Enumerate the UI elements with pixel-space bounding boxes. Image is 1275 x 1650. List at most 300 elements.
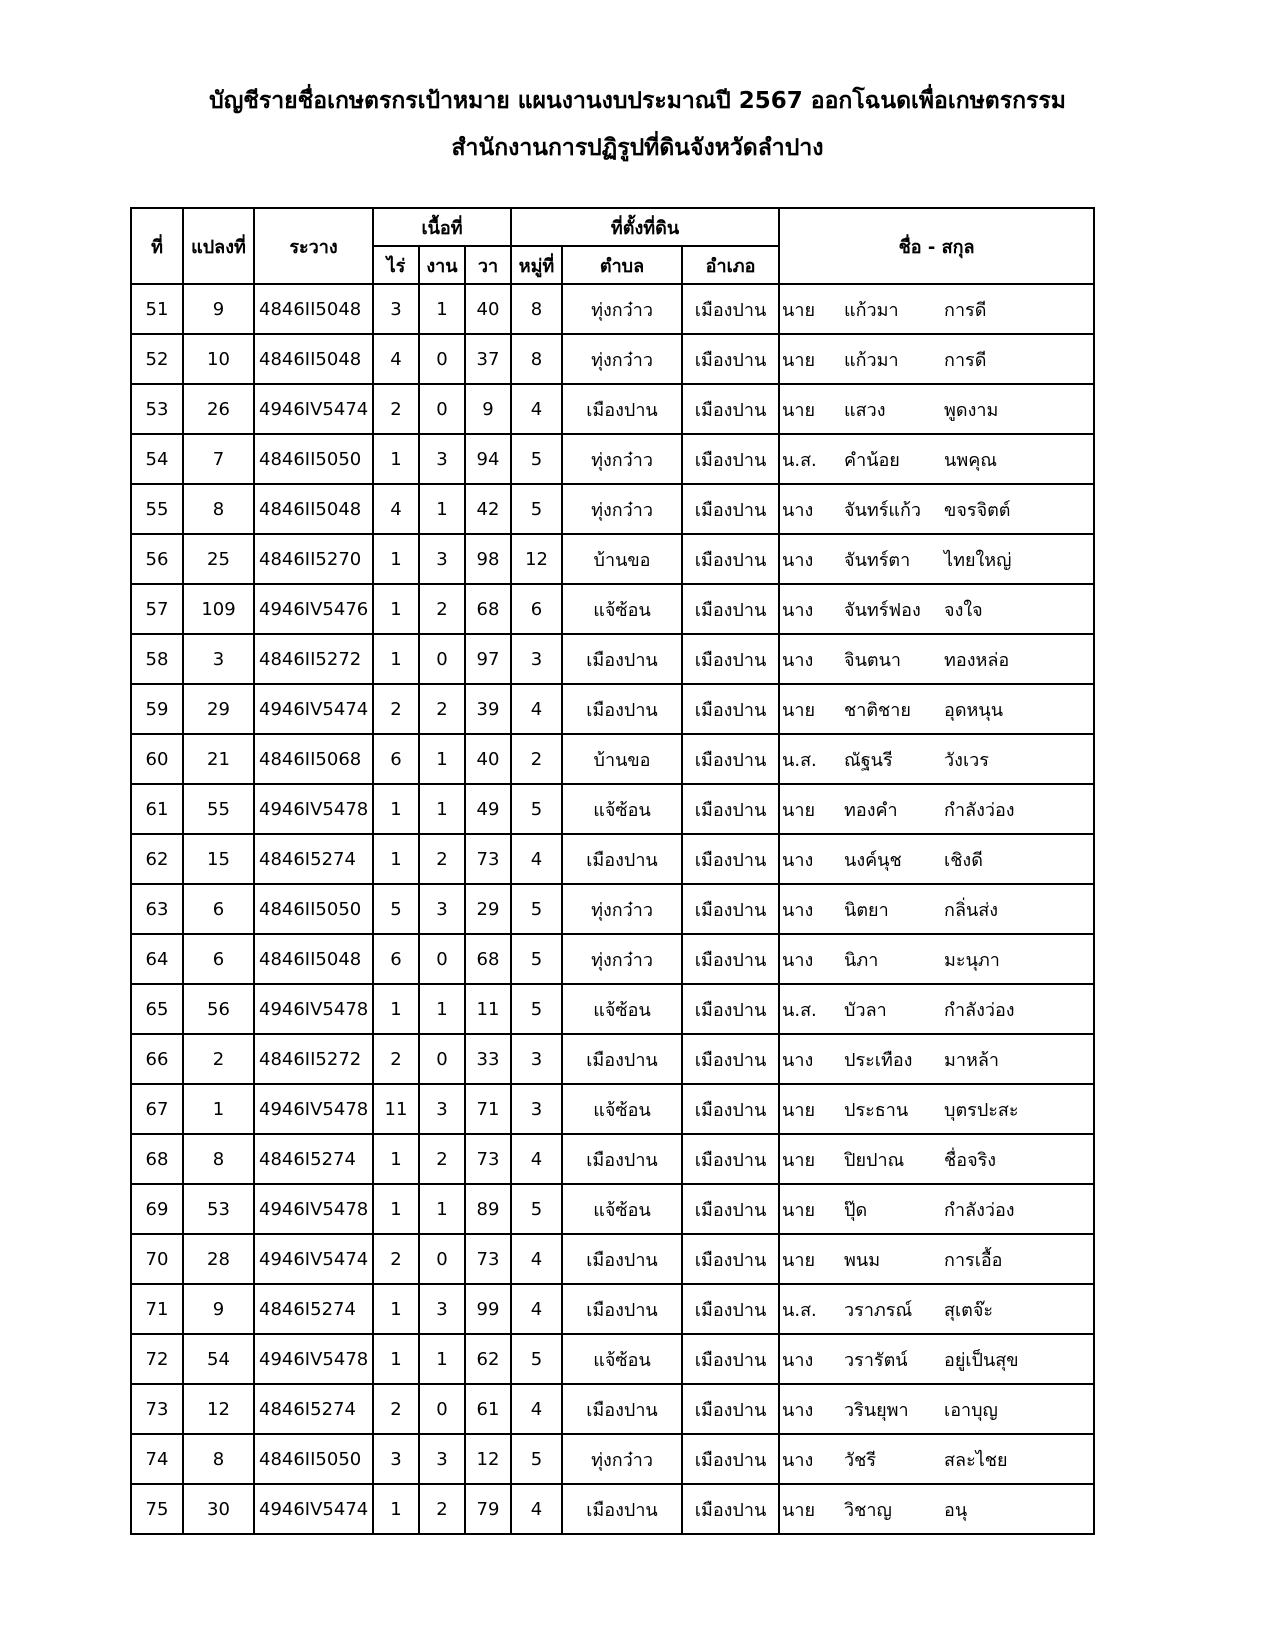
- cell-ngan: 0: [419, 634, 465, 684]
- cell-plot: 2: [183, 1034, 254, 1084]
- table-row: [131, 1234, 1094, 1284]
- table-row: [131, 1284, 1094, 1334]
- cell-sheet: 4946IV5478: [254, 1334, 373, 1384]
- cell-no: 67: [131, 1084, 183, 1134]
- cell-rai: 1: [373, 1484, 419, 1534]
- cell-moo: 12: [511, 534, 562, 584]
- first-name: บัวลา: [844, 999, 887, 1021]
- cell-sheet: 4846I5274: [254, 1284, 373, 1334]
- cell-no: 57: [131, 584, 183, 634]
- header-name: ชื่อ - สกุล: [779, 208, 1094, 284]
- cell-name: [779, 384, 1094, 434]
- header-tambon: ตำบล: [562, 246, 682, 284]
- table-row: [131, 284, 1094, 334]
- cell-amphoe: เมืองปาน: [682, 1484, 779, 1534]
- table-header: [131, 208, 1094, 284]
- first-name: วราภรณ์: [844, 1299, 913, 1321]
- cell-sheet: 4946IV5474: [254, 384, 373, 434]
- farmer-table: [130, 207, 1095, 1535]
- cell-tambon: แจ้ซ้อน: [562, 1184, 682, 1234]
- cell-amphoe: เมืองปาน: [682, 784, 779, 834]
- name-prefix: น.ส.: [782, 449, 817, 471]
- cell-name: [779, 1334, 1094, 1384]
- first-name: แก้วมา: [844, 349, 899, 371]
- cell-ngan: 0: [419, 1234, 465, 1284]
- cell-wa: 37: [465, 334, 511, 384]
- cell-plot: 15: [183, 834, 254, 884]
- cell-sheet: 4946IV5474: [254, 1234, 373, 1284]
- cell-name: [779, 834, 1094, 884]
- cell-name: [779, 634, 1094, 684]
- cell-wa: 73: [465, 1134, 511, 1184]
- first-name: จันทร์ตา: [844, 549, 911, 571]
- cell-ngan: 0: [419, 934, 465, 984]
- cell-moo: 3: [511, 1034, 562, 1084]
- name-prefix: นาง: [782, 649, 814, 671]
- cell-wa: 49: [465, 784, 511, 834]
- cell-moo: 2: [511, 734, 562, 784]
- cell-name: [779, 1434, 1094, 1484]
- cell-amphoe: เมืองปาน: [682, 684, 779, 734]
- first-name: ณัฐนรี: [844, 749, 893, 771]
- cell-tambon: เมืองปาน: [562, 1384, 682, 1434]
- name-prefix: นาย: [782, 1249, 816, 1271]
- cell-name: [779, 284, 1094, 334]
- cell-rai: 3: [373, 1434, 419, 1484]
- name-prefix: นาง: [782, 599, 814, 621]
- cell-sheet: 4846II5048: [254, 934, 373, 984]
- last-name: นพคุณ: [944, 449, 997, 471]
- last-name: ขจรจิตต์: [944, 499, 1011, 521]
- cell-ngan: 1: [419, 984, 465, 1034]
- cell-no: 52: [131, 334, 183, 384]
- cell-no: 53: [131, 384, 183, 434]
- cell-name: [779, 934, 1094, 984]
- table-row: [131, 1034, 1094, 1084]
- cell-tambon: เมืองปาน: [562, 384, 682, 434]
- cell-tambon: แจ้ซ้อน: [562, 784, 682, 834]
- cell-ngan: 2: [419, 1134, 465, 1184]
- first-name: คำน้อย: [844, 449, 900, 471]
- cell-plot: 12: [183, 1384, 254, 1434]
- cell-rai: 1: [373, 1184, 419, 1234]
- cell-plot: 6: [183, 884, 254, 934]
- name-prefix: นาย: [782, 1499, 816, 1521]
- first-name: นงค์นุช: [844, 849, 902, 871]
- cell-amphoe: เมืองปาน: [682, 1034, 779, 1084]
- cell-amphoe: เมืองปาน: [682, 284, 779, 334]
- cell-tambon: ทุ่งกว๋าว: [562, 334, 682, 384]
- name-prefix: นาง: [782, 849, 814, 871]
- cell-moo: 8: [511, 334, 562, 384]
- cell-wa: 73: [465, 1234, 511, 1284]
- cell-rai: 6: [373, 934, 419, 984]
- header-rai: ไร่: [373, 246, 419, 284]
- header-amphoe: อำเภอ: [682, 246, 779, 284]
- cell-amphoe: เมืองปาน: [682, 584, 779, 634]
- cell-plot: 8: [183, 1434, 254, 1484]
- cell-no: 70: [131, 1234, 183, 1284]
- first-name: พนม: [844, 1249, 881, 1271]
- cell-moo: 6: [511, 584, 562, 634]
- table-row: [131, 1434, 1094, 1484]
- cell-amphoe: เมืองปาน: [682, 334, 779, 384]
- last-name: อนุ: [944, 1499, 968, 1521]
- cell-sheet: 4946IV5474: [254, 1484, 373, 1534]
- cell-rai: 6: [373, 734, 419, 784]
- first-name: ประธาน: [844, 1099, 909, 1121]
- page-title: บัญชีรายชื่อเกษตรกรเป้าหมาย แผนงานงบประมาณปี 2567 ออกโฉนดเพื่อเกษตรกรรม: [209, 88, 1066, 114]
- cell-amphoe: เมืองปาน: [682, 984, 779, 1034]
- first-name: จันทร์ฟอง: [844, 599, 921, 621]
- cell-amphoe: เมืองปาน: [682, 734, 779, 784]
- cell-ngan: 3: [419, 534, 465, 584]
- cell-rai: 1: [373, 984, 419, 1034]
- last-name: กำลังว่อง: [944, 999, 1015, 1021]
- header-plot: แปลงที่: [183, 208, 254, 284]
- cell-no: 58: [131, 634, 183, 684]
- cell-ngan: 0: [419, 1384, 465, 1434]
- cell-moo: 4: [511, 384, 562, 434]
- cell-plot: 8: [183, 484, 254, 534]
- table-row: [131, 984, 1094, 1034]
- table-row: [131, 534, 1094, 584]
- cell-moo: 5: [511, 884, 562, 934]
- last-name: เอาบุญ: [944, 1399, 998, 1421]
- cell-ngan: 1: [419, 484, 465, 534]
- cell-tambon: ทุ่งกว๋าว: [562, 284, 682, 334]
- last-name: สละไชย: [944, 1449, 1008, 1471]
- cell-moo: 5: [511, 484, 562, 534]
- cell-sheet: 4846II5050: [254, 884, 373, 934]
- last-name: การเอื้อ: [944, 1249, 1003, 1271]
- cell-no: 51: [131, 284, 183, 334]
- cell-plot: 55: [183, 784, 254, 834]
- cell-ngan: 1: [419, 1334, 465, 1384]
- cell-plot: 8: [183, 1134, 254, 1184]
- cell-moo: 5: [511, 434, 562, 484]
- cell-no: 60: [131, 734, 183, 784]
- table-row: [131, 684, 1094, 734]
- cell-amphoe: เมืองปาน: [682, 434, 779, 484]
- cell-wa: 39: [465, 684, 511, 734]
- cell-sheet: 4946IV5478: [254, 1184, 373, 1234]
- cell-no: 75: [131, 1484, 183, 1534]
- cell-wa: 94: [465, 434, 511, 484]
- cell-rai: 1: [373, 1134, 419, 1184]
- cell-sheet: 4846I5274: [254, 1384, 373, 1434]
- cell-tambon: แจ้ซ้อน: [562, 584, 682, 634]
- cell-amphoe: เมืองปาน: [682, 1334, 779, 1384]
- cell-rai: 1: [373, 534, 419, 584]
- name-prefix: นาง: [782, 1349, 814, 1371]
- cell-moo: 4: [511, 1284, 562, 1334]
- cell-sheet: 4846II5050: [254, 434, 373, 484]
- cell-name: [779, 534, 1094, 584]
- cell-sheet: 4946IV5476: [254, 584, 373, 634]
- cell-sheet: 4946IV5478: [254, 784, 373, 834]
- cell-name: [779, 1284, 1094, 1334]
- last-name: จงใจ: [944, 599, 983, 621]
- cell-plot: 56: [183, 984, 254, 1034]
- first-name: แก้วมา: [844, 299, 899, 321]
- cell-tambon: เมืองปาน: [562, 1234, 682, 1284]
- cell-rai: 2: [373, 1384, 419, 1434]
- last-name: กำลังว่อง: [944, 799, 1015, 821]
- cell-moo: 4: [511, 1234, 562, 1284]
- page-subtitle: สำนักงานการปฏิรูปที่ดินจังหวัดลำปาง: [451, 135, 824, 161]
- cell-amphoe: เมืองปาน: [682, 934, 779, 984]
- cell-wa: 89: [465, 1184, 511, 1234]
- first-name: ปิยปาณ: [844, 1149, 905, 1171]
- cell-tambon: แจ้ซ้อน: [562, 1334, 682, 1384]
- cell-no: 69: [131, 1184, 183, 1234]
- cell-tambon: บ้านขอ: [562, 534, 682, 584]
- cell-no: 64: [131, 934, 183, 984]
- table-row: [131, 1184, 1094, 1234]
- cell-moo: 4: [511, 1484, 562, 1534]
- cell-name: [779, 334, 1094, 384]
- cell-sheet: 4846II5068: [254, 734, 373, 784]
- cell-tambon: เมืองปาน: [562, 684, 682, 734]
- cell-ngan: 3: [419, 434, 465, 484]
- cell-sheet: 4846II5050: [254, 1434, 373, 1484]
- first-name: ทองคำ: [844, 799, 898, 821]
- cell-amphoe: เมืองปาน: [682, 1184, 779, 1234]
- cell-name: [779, 1134, 1094, 1184]
- table-row: [131, 334, 1094, 384]
- cell-rai: 2: [373, 1034, 419, 1084]
- name-prefix: นาง: [782, 1399, 814, 1421]
- cell-ngan: 3: [419, 884, 465, 934]
- cell-wa: 68: [465, 584, 511, 634]
- cell-sheet: 4946IV5478: [254, 1084, 373, 1134]
- cell-rai: 11: [373, 1084, 419, 1134]
- cell-wa: 11: [465, 984, 511, 1034]
- cell-rai: 2: [373, 684, 419, 734]
- cell-rai: 4: [373, 334, 419, 384]
- cell-plot: 3: [183, 634, 254, 684]
- cell-name: [779, 1234, 1094, 1284]
- cell-ngan: 2: [419, 1484, 465, 1534]
- cell-moo: 4: [511, 1134, 562, 1184]
- last-name: มะนุภา: [944, 949, 1000, 971]
- cell-rai: 1: [373, 1334, 419, 1384]
- last-name: วังเวร: [944, 749, 989, 771]
- cell-moo: 5: [511, 1184, 562, 1234]
- table-row: [131, 584, 1094, 634]
- cell-ngan: 0: [419, 384, 465, 434]
- cell-wa: 97: [465, 634, 511, 684]
- name-prefix: นาง: [782, 549, 814, 571]
- cell-sheet: 4846II5270: [254, 534, 373, 584]
- cell-wa: 40: [465, 284, 511, 334]
- cell-moo: 3: [511, 1084, 562, 1134]
- cell-amphoe: เมืองปาน: [682, 1234, 779, 1284]
- table-row: [131, 834, 1094, 884]
- cell-ngan: 0: [419, 1034, 465, 1084]
- last-name: ทองหล่อ: [944, 649, 1010, 671]
- first-name: ปุ๊ด: [844, 1199, 868, 1221]
- cell-tambon: ทุ่งกว๋าว: [562, 934, 682, 984]
- cell-name: [779, 1484, 1094, 1534]
- cell-plot: 1: [183, 1084, 254, 1134]
- cell-no: 73: [131, 1384, 183, 1434]
- cell-ngan: 3: [419, 1084, 465, 1134]
- header-location: ที่ตั้งที่ดิน: [511, 208, 779, 246]
- cell-name: [779, 434, 1094, 484]
- last-name: เชิงดี: [944, 849, 983, 871]
- cell-rai: 1: [373, 584, 419, 634]
- name-prefix: นาย: [782, 299, 816, 321]
- first-name: ประเทือง: [844, 1049, 913, 1071]
- first-name: นิภา: [844, 949, 879, 971]
- last-name: สุเตจ๊ะ: [944, 1299, 994, 1321]
- name-prefix: นาย: [782, 699, 816, 721]
- cell-no: 62: [131, 834, 183, 884]
- first-name: วรินยุพา: [844, 1399, 909, 1421]
- cell-sheet: 4846II5272: [254, 1034, 373, 1084]
- cell-ngan: 3: [419, 1434, 465, 1484]
- cell-sheet: 4846II5048: [254, 334, 373, 384]
- cell-sheet: 4946IV5478: [254, 984, 373, 1034]
- last-name: การดี: [944, 299, 987, 321]
- header-no: ที่: [131, 208, 183, 284]
- cell-ngan: 3: [419, 1284, 465, 1334]
- table-row: [131, 1334, 1094, 1384]
- cell-plot: 6: [183, 934, 254, 984]
- table-row: [131, 1084, 1094, 1134]
- cell-moo: 5: [511, 934, 562, 984]
- cell-name: [779, 1084, 1094, 1134]
- last-name: กลิ่นส่ง: [944, 899, 999, 921]
- cell-rai: 1: [373, 784, 419, 834]
- cell-tambon: บ้านขอ: [562, 734, 682, 784]
- cell-rai: 1: [373, 834, 419, 884]
- cell-moo: 4: [511, 1384, 562, 1434]
- cell-rai: 1: [373, 1284, 419, 1334]
- cell-name: [779, 484, 1094, 534]
- cell-sheet: 4846II5048: [254, 284, 373, 334]
- name-prefix: นาย: [782, 1149, 816, 1171]
- cell-rai: 5: [373, 884, 419, 934]
- cell-amphoe: เมืองปาน: [682, 1084, 779, 1134]
- cell-name: [779, 1384, 1094, 1434]
- cell-tambon: เมืองปาน: [562, 1484, 682, 1534]
- first-name: จันทร์แก้ว: [844, 499, 922, 521]
- cell-sheet: 4846II5048: [254, 484, 373, 534]
- cell-plot: 28: [183, 1234, 254, 1284]
- cell-wa: 42: [465, 484, 511, 534]
- first-name: ชาติชาย: [844, 699, 911, 721]
- name-prefix: นาย: [782, 1199, 816, 1221]
- cell-wa: 79: [465, 1484, 511, 1534]
- table-row: [131, 384, 1094, 434]
- last-name: กำลังว่อง: [944, 1199, 1015, 1221]
- cell-no: 65: [131, 984, 183, 1034]
- last-name: ไทยใหญ่: [944, 549, 1012, 571]
- cell-amphoe: เมืองปาน: [682, 1434, 779, 1484]
- cell-rai: 2: [373, 1234, 419, 1284]
- table-row: [131, 884, 1094, 934]
- table-row: [131, 1384, 1094, 1434]
- cell-plot: 29: [183, 684, 254, 734]
- cell-amphoe: เมืองปาน: [682, 1384, 779, 1434]
- cell-name: [779, 684, 1094, 734]
- cell-rai: 3: [373, 284, 419, 334]
- cell-name: [779, 984, 1094, 1034]
- cell-wa: 99: [465, 1284, 511, 1334]
- cell-wa: 61: [465, 1384, 511, 1434]
- last-name: อุดหนุน: [944, 699, 1004, 721]
- table-row: [131, 434, 1094, 484]
- cell-plot: 54: [183, 1334, 254, 1384]
- cell-moo: 4: [511, 684, 562, 734]
- cell-moo: 5: [511, 1434, 562, 1484]
- cell-amphoe: เมืองปาน: [682, 1284, 779, 1334]
- cell-tambon: เมืองปาน: [562, 1134, 682, 1184]
- name-prefix: นาง: [782, 949, 814, 971]
- name-prefix: น.ส.: [782, 999, 817, 1021]
- cell-tambon: เมืองปาน: [562, 634, 682, 684]
- table-body: [131, 284, 1094, 1534]
- cell-rai: 1: [373, 634, 419, 684]
- table-row: [131, 734, 1094, 784]
- cell-plot: 26: [183, 384, 254, 434]
- name-prefix: น.ส.: [782, 1299, 817, 1321]
- cell-wa: 29: [465, 884, 511, 934]
- cell-amphoe: เมืองปาน: [682, 384, 779, 434]
- name-prefix: นาย: [782, 399, 816, 421]
- cell-amphoe: เมืองปาน: [682, 534, 779, 584]
- first-name: วรารัตน์: [844, 1349, 908, 1371]
- cell-plot: 30: [183, 1484, 254, 1534]
- cell-no: 66: [131, 1034, 183, 1084]
- cell-name: [779, 1034, 1094, 1084]
- cell-plot: 53: [183, 1184, 254, 1234]
- first-name: แสวง: [844, 399, 886, 421]
- cell-sheet: 4846I5274: [254, 834, 373, 884]
- cell-no: 54: [131, 434, 183, 484]
- cell-name: [779, 734, 1094, 784]
- cell-plot: 109: [183, 584, 254, 634]
- table-row: [131, 484, 1094, 534]
- cell-ngan: 2: [419, 684, 465, 734]
- cell-no: 74: [131, 1434, 183, 1484]
- first-name: วิชาญ: [844, 1499, 892, 1521]
- cell-amphoe: เมืองปาน: [682, 634, 779, 684]
- cell-tambon: ทุ่งกว๋าว: [562, 484, 682, 534]
- last-name: การดี: [944, 349, 987, 371]
- cell-moo: 5: [511, 1334, 562, 1384]
- cell-wa: 12: [465, 1434, 511, 1484]
- cell-no: 72: [131, 1334, 183, 1384]
- cell-sheet: 4846II5272: [254, 634, 373, 684]
- cell-tambon: ทุ่งกว๋าว: [562, 1434, 682, 1484]
- cell-rai: 2: [373, 384, 419, 434]
- name-prefix: นาง: [782, 499, 814, 521]
- last-name: บุตรปะสะ: [944, 1099, 1019, 1121]
- cell-wa: 40: [465, 734, 511, 784]
- cell-tambon: เมืองปาน: [562, 1034, 682, 1084]
- cell-plot: 25: [183, 534, 254, 584]
- first-name: จินตนา: [844, 649, 901, 671]
- cell-amphoe: เมืองปาน: [682, 884, 779, 934]
- cell-plot: 10: [183, 334, 254, 384]
- cell-wa: 73: [465, 834, 511, 884]
- cell-wa: 62: [465, 1334, 511, 1384]
- name-prefix: นาง: [782, 899, 814, 921]
